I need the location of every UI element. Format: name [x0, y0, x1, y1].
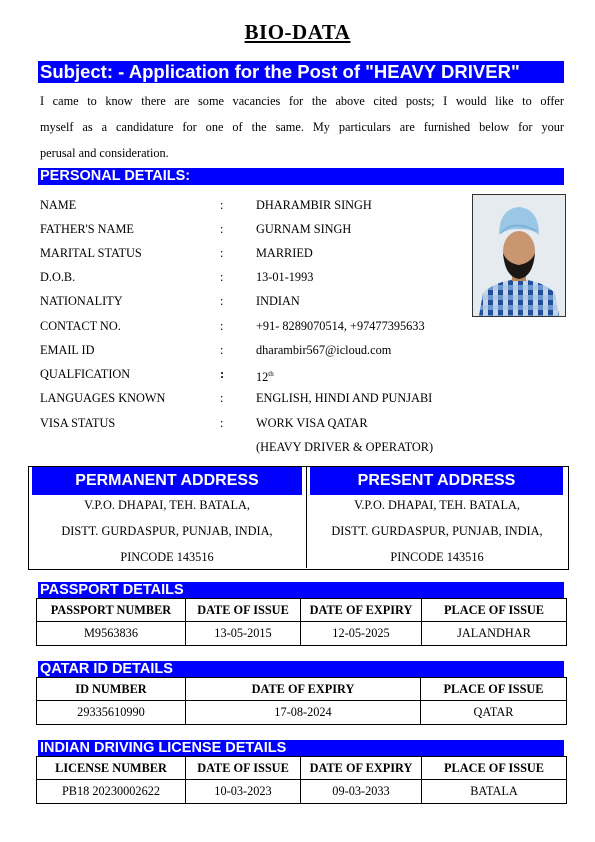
table-cell: M9563836 [37, 622, 186, 646]
address-line: DISTT. GURDASPUR, PUNJAB, INDIA, [331, 524, 543, 538]
table-cell: 12-05-2025 [301, 622, 422, 646]
detail-value: DHARAMBIR SINGH [256, 198, 372, 212]
column-header: DATE OF EXPIRY [301, 757, 422, 780]
table-cell: 09-03-2033 [301, 780, 422, 804]
detail-value: dharambir567@icloud.com [256, 343, 392, 357]
detail-colon: : [220, 270, 224, 284]
qualification-number: 12 [256, 370, 269, 385]
detail-row-dob [40, 265, 460, 289]
table-row [37, 780, 567, 804]
detail-value: WORK VISA QATAR [256, 416, 368, 430]
detail-colon: : [220, 294, 224, 308]
column-header: DATE OF EXPIRY [301, 599, 422, 622]
detail-row-visa [40, 411, 460, 435]
table-cell: QATAR [421, 701, 567, 725]
license-heading: INDIAN DRIVING LICENSE DETAILS [38, 740, 564, 757]
passport-table [36, 598, 567, 646]
detail-row-father [40, 217, 460, 241]
column-header: DATE OF EXPIRY [186, 678, 421, 701]
table-header-row [37, 757, 567, 780]
detail-label: NATIONALITY [40, 294, 123, 308]
detail-label: QUALFICATION [40, 367, 131, 381]
profile-photo [472, 194, 566, 317]
detail-colon: : [220, 391, 224, 405]
detail-colon: : [220, 198, 224, 212]
detail-value: (HEAVY DRIVER & OPERATOR) [256, 440, 434, 454]
passport-heading: PASSPORT DETAILS [38, 582, 564, 599]
subject-bar: Subject: - Application for the Post of "HEAVY DRIVER" [38, 61, 564, 83]
detail-label: LANGUAGES KNOWN [40, 391, 166, 405]
detail-row-nationality [40, 289, 460, 313]
address-line: PINCODE 143516 [120, 550, 214, 564]
detail-label: FATHER'S NAME [40, 222, 134, 236]
detail-colon: : [220, 319, 224, 333]
detail-row-qualification [40, 362, 460, 386]
table-cell: BATALA [422, 780, 567, 804]
column-header: DATE OF ISSUE [186, 757, 301, 780]
detail-label: NAME [40, 198, 77, 212]
address-line: PINCODE 143516 [390, 550, 484, 564]
intro-line: myself as a candidature for one of the same. My particulars are furnished below for your [40, 120, 564, 134]
qatar-id-table [36, 677, 567, 725]
detail-value: 13-01-1993 [256, 270, 314, 284]
detail-row-visa-extra [40, 435, 460, 459]
table-row [37, 622, 567, 646]
intro-paragraph [40, 88, 564, 166]
person-photo-icon [473, 195, 565, 316]
detail-value: +91- 8289070514, +97477395633 [256, 319, 425, 333]
detail-label: CONTACT NO. [40, 319, 121, 333]
table-cell: 17-08-2024 [186, 701, 421, 725]
detail-row-contact [40, 314, 460, 338]
present-address [307, 492, 567, 570]
detail-label: VISA STATUS [40, 416, 116, 430]
detail-value: GURNAM SINGH [256, 222, 352, 236]
column-header: PLACE OF ISSUE [422, 757, 567, 780]
table-row [37, 701, 567, 725]
column-header: PASSPORT NUMBER [37, 599, 186, 622]
qatar-id-heading: QATAR ID DETAILS [38, 661, 564, 678]
detail-colon: : [220, 416, 224, 430]
table-cell: PB18 20230002622 [37, 780, 186, 804]
table-cell: JALANDHAR [422, 622, 567, 646]
detail-colon: : [220, 246, 224, 260]
address-line: DISTT. GURDASPUR, PUNJAB, INDIA, [61, 524, 273, 538]
personal-details-heading: PERSONAL DETAILS: [38, 168, 564, 185]
detail-value: MARRIED [256, 246, 313, 260]
permanent-address [28, 492, 306, 570]
detail-label: MARITAL STATUS [40, 246, 142, 260]
qualification-suffix: th [268, 370, 274, 378]
address-line: V.P.O. DHAPAI, TEH. BATALA, [354, 498, 520, 512]
detail-colon: : [220, 222, 224, 236]
detail-label: EMAIL ID [40, 343, 95, 357]
column-header: LICENSE NUMBER [37, 757, 186, 780]
detail-colon: : [220, 343, 224, 357]
table-cell: 29335610990 [37, 701, 186, 725]
column-header: ID NUMBER [37, 678, 186, 701]
detail-row-marital [40, 241, 460, 265]
table-cell: 10-03-2023 [186, 780, 301, 804]
page-title: BIO-DATA [244, 20, 351, 44]
present-address-heading: PRESENT ADDRESS [310, 467, 563, 495]
address-line: V.P.O. DHAPAI, TEH. BATALA, [84, 498, 250, 512]
detail-colon: : [220, 367, 225, 381]
license-table [36, 756, 567, 804]
detail-label: D.O.B. [40, 270, 76, 284]
intro-line: perusal and consideration. [40, 146, 169, 160]
permanent-address-heading: PERMANENT ADDRESS [32, 467, 302, 495]
detail-row-languages [40, 386, 460, 410]
table-header-row [37, 599, 567, 622]
column-header: DATE OF ISSUE [186, 599, 301, 622]
intro-line: I came to know there are some vacancies for the above cited posts; I would like to offer [40, 94, 564, 108]
detail-row-email [40, 338, 460, 362]
detail-value: INDIAN [256, 294, 300, 308]
detail-value: ENGLISH, HINDI AND PUNJABI [256, 391, 433, 405]
table-header-row [37, 678, 567, 701]
column-header: PLACE OF ISSUE [421, 678, 567, 701]
table-cell: 13-05-2015 [186, 622, 301, 646]
column-header: PLACE OF ISSUE [422, 599, 567, 622]
detail-row-name [40, 193, 460, 217]
